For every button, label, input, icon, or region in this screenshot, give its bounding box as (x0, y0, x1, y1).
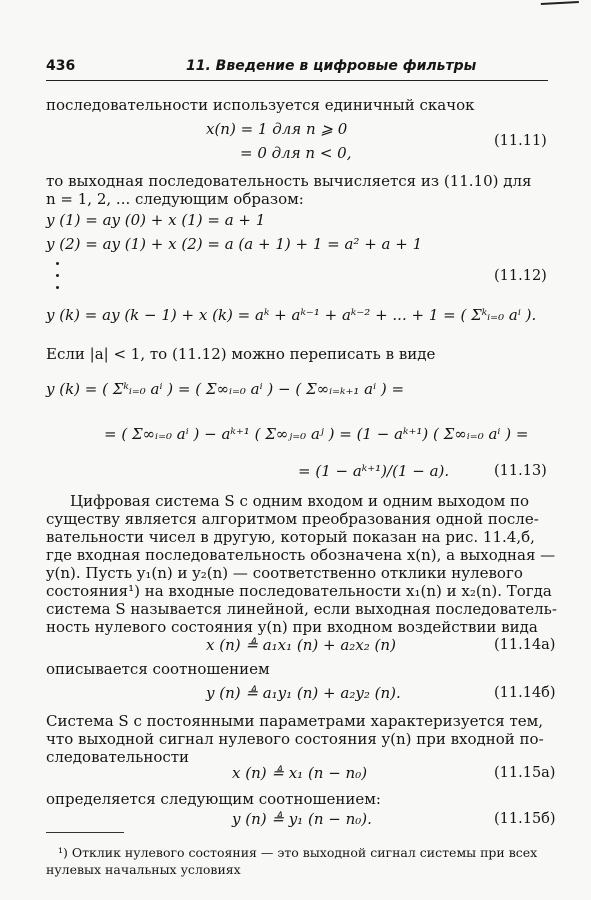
paragraph-line: где входная последовательность обозначена x(n), а выходная — (46, 546, 556, 564)
paragraph-line: существу является алгоритмом преобразования одной после- (46, 510, 539, 528)
text-line: то выходная последовательность вычисляется из (11.10) для (46, 172, 532, 190)
equation-11-15b: y (n) ≜ y₁ (n − n₀). (232, 810, 372, 828)
equation-11-13-line2: = ( Σ∞ᵢ₌₀ aⁱ ) − aᵏ⁺¹ ( Σ∞ⱼ₌₀ aʲ ) = (1 − aᵏ⁺¹) ( Σ∞ᵢ₌₀ aⁱ ) = (104, 425, 529, 443)
equation-number-11-14a: (11.14а) (494, 637, 556, 653)
paragraph-line: следовательности (46, 748, 190, 766)
footnote-line: ¹) Отклик нулевого состояния — это выходной сигнал системы при всех (58, 845, 538, 860)
equation-11-12-line1: y (1) = ay (0) + x (1) = a + 1 (46, 211, 266, 229)
equation-11-11-line1: x(n) = 1 для n ⩾ 0 (206, 120, 348, 138)
equation-11-15a: x (n) ≜ x₁ (n − n₀) (232, 764, 368, 782)
chapter-title: 11. Введение в цифровые фильтры (186, 58, 477, 74)
equation-11-13-line1: y (k) = ( Σᵏᵢ₌₀ aⁱ ) = ( Σ∞ᵢ₌₀ aⁱ ) − ( Σ∞ᵢ₌ₖ₊₁ aⁱ ) = (46, 380, 405, 398)
ellipsis-dot (56, 286, 59, 289)
text-line: последовательности используется единичный скачок (46, 96, 475, 114)
equation-number-11-13: (11.13) (494, 463, 547, 479)
ellipsis-dot (56, 262, 59, 265)
text-line: определяется следующим соотношением: (46, 790, 381, 808)
paragraph-line: Цифровая система S с одним входом и одним выходом по (70, 492, 530, 510)
equation-11-12-line2: y (2) = ay (1) + x (2) = a (a + 1) + 1 = a² + a + 1 (46, 235, 423, 253)
paragraph-line: Система S с постоянными параметрами характеризуется тем, (46, 712, 544, 730)
running-header (46, 58, 548, 81)
equation-number-11-15a: (11.15а) (494, 765, 556, 781)
equation-11-14a: x (n) ≜ a₁x₁ (n) + a₂x₂ (n) (206, 636, 396, 654)
ellipsis-dot (56, 274, 59, 277)
text-line: Если |a| < 1, то (11.12) можно переписать в виде (46, 345, 436, 363)
text-line: описывается соотношением (46, 660, 270, 678)
equation-number-11-15b: (11.15б) (494, 811, 556, 827)
equation-11-14b: y (n) ≜ a₁y₁ (n) + a₂y₂ (n). (206, 684, 401, 702)
footnote-line: нулевых начальных условиях (46, 862, 241, 877)
equation-11-13-line3: = (1 − aᵏ⁺¹)/(1 − a). (298, 462, 450, 480)
paragraph-line: ность нулевого состояния y(n) при входном воздействии вида (46, 618, 538, 636)
equation-number-11-12: (11.12) (494, 268, 547, 284)
paragraph-line: система S называется линейной, если выходная последователь- (46, 600, 557, 618)
footnote-rule (46, 832, 124, 833)
paragraph-line: y(n). Пусть y₁(n) и y₂(n) — соответственно отклики нулевого (46, 564, 523, 582)
page-number: 436 (46, 58, 76, 74)
equation-11-12-line3: y (k) = ay (k − 1) + x (k) = aᵏ + aᵏ⁻¹ + aᵏ⁻² + ... + 1 = ( Σᵏᵢ₌₀ aⁱ ). (46, 306, 537, 324)
corner-mark (541, 1, 579, 11)
equation-number-11-14b: (11.14б) (494, 685, 556, 701)
paragraph-line: состояния¹) на входные последовательности x₁(n) и x₂(n). Тогда (46, 582, 552, 600)
equation-11-11-line2: = 0 для n < 0, (240, 144, 352, 162)
text-line: n = 1, 2, ... следующим образом: (46, 190, 304, 208)
paragraph-line: что выходной сигнал нулевого состояния y(n) при входной по- (46, 730, 544, 748)
equation-number-11-11: (11.11) (494, 133, 547, 149)
paragraph-line: вательности чисел в другую, который показан на рис. 11.4,б, (46, 528, 535, 546)
